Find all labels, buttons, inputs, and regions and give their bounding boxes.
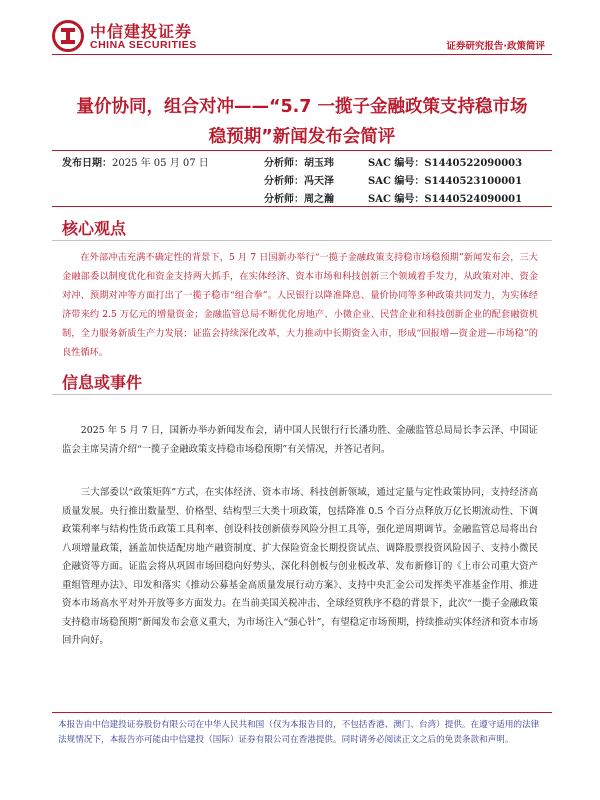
core-views-divider xyxy=(52,240,552,241)
report-type-label: 证券研究报告·政策简评 xyxy=(446,41,545,52)
event-paragraph-1: 2025 年 5 月 7 日，国新办举办新闻发布会，请中国人民银行行长潘功胜、金融监管总局局长李云泽、中国证监会主席吴清介绍“一揽子金融政策支持稳市场稳预期”有关情况，并答记者问。 xyxy=(62,425,538,455)
sac-number: SAC 编号：S1440522090003 xyxy=(368,158,523,169)
header-divider xyxy=(52,54,552,55)
meta-bottom-divider xyxy=(52,206,552,207)
event-divider xyxy=(52,394,552,395)
brand-name-cn: 中信建投证券 xyxy=(90,22,193,41)
citic-logo-icon xyxy=(52,20,84,52)
event-heading: 信息或事件 xyxy=(62,373,143,392)
footer-divider xyxy=(52,712,552,713)
analyst-entry: 分析师：周之瀚 xyxy=(264,194,334,205)
company-logo xyxy=(52,18,202,54)
event-paragraph-2: 三大部委以“政策矩阵”方式，在实体经济、资本市场、科技创新领域，通过定量与定性政策协同，支持经济高质量发展。央行推出数量型、价格型、结构型三大类十项政策，包括降准 0.5 个百分点释放万亿长期流动性、下调政策利率与结构性货币政策工具利率、创设科技创新债券风险分担工具等，强化逆周期调节。金融监管总局将出台八项增量政策，涵盖加快适配房地产融资制度、扩大保险资金长期投资试点、调降股票投资风险因子、支持小微民企融资等方面。证监会将从巩固市场回稳向好势头、深化科创板与创业板改革、发布新修订的《上市公司重大资产重组管理办法》、印发和落实《推动公募基金高质量发展行动方案》、支持中央汇金公司发挥类平准基金作用、推进资本市场高水平对外开放等多方面发力。在当前美国关税冲击、全球经贸秩序不稳的背景下，此次“一揽子金融政策支持稳市场稳预期”新闻发布会意义重大，为市场注入“强心针”，有望稳定市场预期，持续推动实体经济和资本市场回升向好。 xyxy=(62,487,538,646)
meta-row xyxy=(62,188,540,206)
sac-number: SAC 编号：S1440523100001 xyxy=(368,176,523,187)
footer-disclaimer: 本报告由中信建投证券股份有限公司在中华人民共和国（仅为本报告目的，不包括香港、澳门、台湾）提供。在遵守适用的法律法规情况下，本报告亦可能由中信建投（国际）证券有限公司在香港提供。同时请务必阅读正文之后的免责条款和声明。 xyxy=(58,720,540,745)
core-views-text: 在外部冲击充满不确定性的背景下，5 月 7 日国新办举行“一揽子金融政策支持稳市场稳预期”新闻发布会，三大金融部委以制度优化和资金支持两大抓手，在实体经济、资本市场和科技创新三个领域着手发力，从政策对冲、资金对冲、预期对冲等方面打出了一揽子稳市“组合拳”。人民银行以降准降息、量价协同等多种政策共同发力，为实体经济带来约 2.5 万亿元的增量资金；金融监管总局不断优化房地产、小微企业、民营企业和科技创新企业的配套融资机制，全力服务新质生产力发展；证监会持续深化改革，大力推动中长期资金入市，形成“回报增—资金进—市场稳”的良性循环。 xyxy=(62,252,538,358)
title-line-2: 稳预期”新闻发布会简评 xyxy=(208,127,396,147)
core-views-heading: 核心观点 xyxy=(62,219,127,238)
publish-date: 发布日期：2025 年 05 月 07 日 xyxy=(62,158,209,169)
meta-row xyxy=(62,170,540,188)
meta-top-divider xyxy=(52,150,552,151)
title-line-1: 量价协同，组合对冲——“5.7 一揽子金融政策支持稳市场 xyxy=(76,97,528,117)
publication-meta xyxy=(62,152,540,206)
analyst-entry: 分析师：胡玉玮 xyxy=(264,158,334,169)
brand-name-en: CHINA SECURITIES xyxy=(90,39,197,51)
meta-row xyxy=(62,152,540,170)
sac-number: SAC 编号：S1440524090001 xyxy=(368,194,523,205)
analyst-entry: 分析师：冯天泽 xyxy=(264,176,334,187)
report-title xyxy=(52,92,552,152)
